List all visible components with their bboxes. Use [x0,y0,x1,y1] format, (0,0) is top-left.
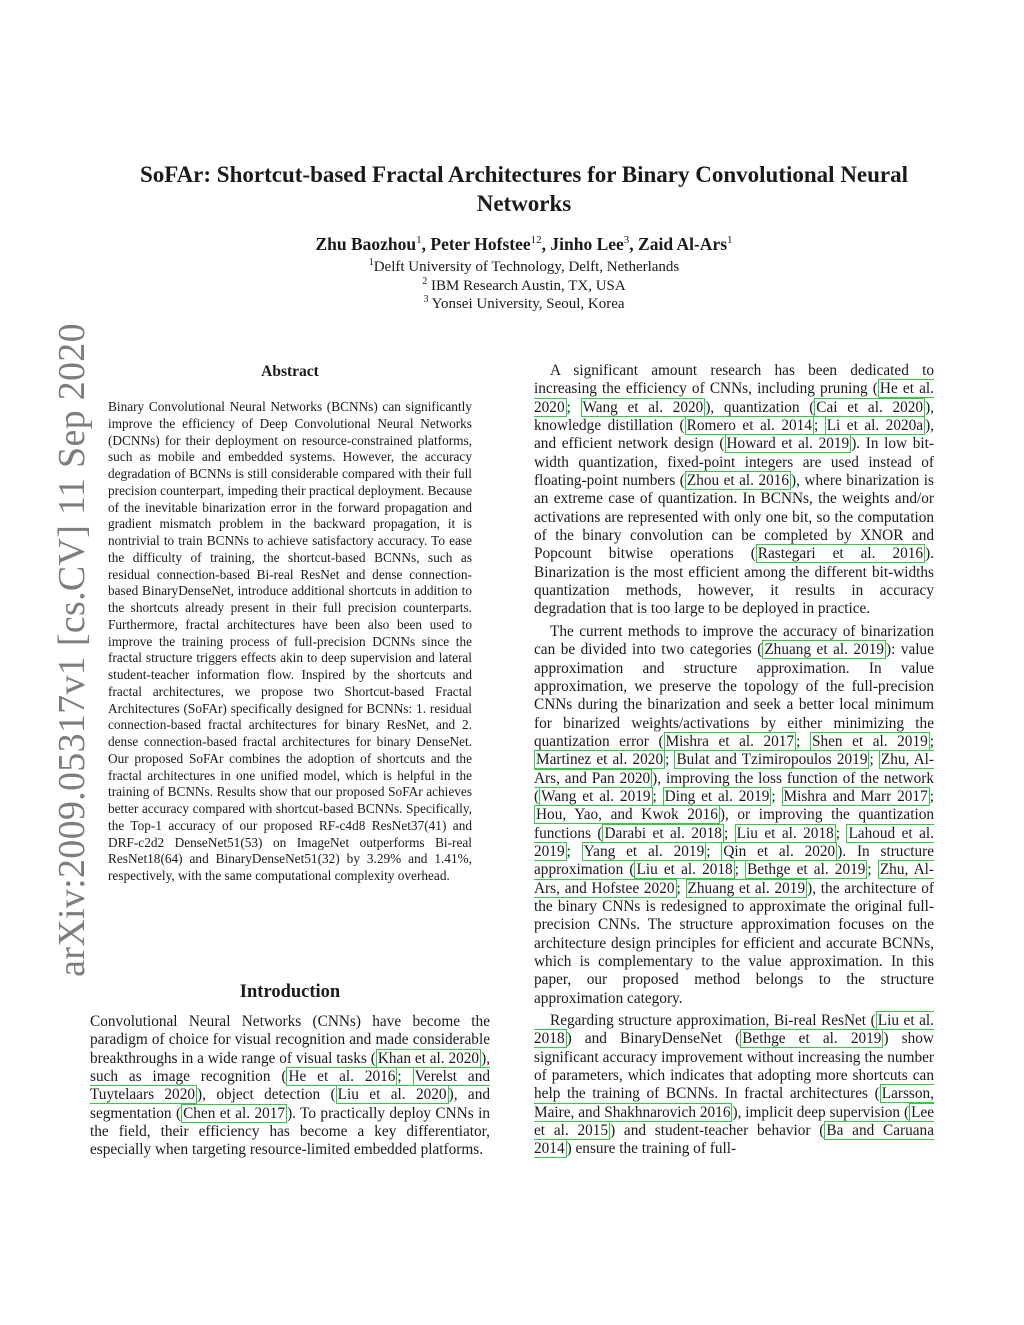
text-run: ; [796,732,810,750]
introduction-heading: Introduction [239,982,341,1002]
text-run: ), and segmentation ( [90,1086,490,1122]
citation-link[interactable]: He et al. 2020 [534,380,934,416]
citation-link[interactable]: Lahoud et al. 2019 [534,824,934,860]
text-run: ), the architecture of the binary CNNs is redesigned to approximate the original full-precision CNNs. The structure approximation focuses on the architecture design principles for efficient and accurate BCNNs, which is complementary to the value approximation. In this paper, our proposed method belongs to the structure approximation category. [534,879,934,1007]
author-name: Zaid Al-Ars [638,234,728,254]
citation-link[interactable]: Lee et al. 2015 [534,1103,934,1140]
citation-link[interactable]: Zhuang et al. 2019 [764,641,885,659]
citation-link[interactable]: Cai et al. 2020 [816,398,924,416]
text-run: ). In low bit-width quantization, fixed-point integers are used instead of floating-point numbers ( [534,435,934,490]
text-run: ; [397,1068,413,1086]
affiliation-text: Delft University of Technology, Delft, Netherlands [373,259,680,275]
text-run: ): value approximation and structure approximation. In value approximation, we preserve the topology of the full-precision CNNs during the binarization and seek a better local minimum for binarized weights/activations by either minimizing the quantization error ( [534,641,934,750]
citation-link[interactable]: Shen et al. 2019 [811,732,928,750]
text-run: ; [566,398,581,416]
affiliation-list [110,258,938,314]
author-sup: 1 [416,234,422,246]
citation-link[interactable]: Darabi et al. 2018 [604,824,722,842]
text-run: ; [869,751,879,769]
text-run: ), improving the loss function of the network ( [534,769,934,805]
paragraph [90,1013,490,1160]
citation-link[interactable]: Liu et al. 2020 [337,1086,447,1104]
citation-link[interactable]: Mishra and Marr 2017 [783,787,928,805]
introduction-body [90,1013,490,1164]
text-run: ; [734,861,746,879]
citation-link[interactable]: Larsson, Maire, and Shakhnarovich 2016 [534,1085,934,1121]
text-run: ; [652,787,663,805]
citation-link[interactable]: Mishra et al. 2017 [665,732,795,750]
text-run: ). To practically deploy CNNs in the field, their efficiency has become a key differentiator, especially when targeting resource-limited embedded platforms. [90,1104,490,1159]
affiliation [110,295,938,314]
text-run: Convolutional Neural Networks (CNNs) have become the paradigm of choice for visual recognition and made considerable breakthroughs in a wide range of visual tasks ( [90,1013,490,1067]
affiliation-text: IBM Research Austin, TX, USA [431,277,626,294]
citation-link[interactable]: Wang et al. 2020 [582,398,704,416]
citation-link[interactable]: Zhou et al. 2016 [686,472,790,490]
citation-link[interactable]: Wang et al. 2019 [541,787,651,805]
citation-link[interactable]: Qin et al. 2020 [723,842,836,860]
citation-link[interactable]: Zhu, Al-Ars, and Pan 2020 [534,751,935,787]
text-run: ) and BinaryDenseNet ( [566,1030,741,1048]
text-run: ; [665,751,675,769]
citation-link[interactable]: Romero et al. 2014 [686,417,812,435]
text-run: ) ensure the training of full- [566,1140,737,1158]
citation-link[interactable]: Li et al. 2020a [826,417,924,435]
text-run: The current methods to improve the accuracy of binarization can be divided into two categories ( [534,622,934,659]
author-name: Peter Hofstee [430,234,531,254]
right-column [534,362,934,1163]
text-run: A significant amount research has been dedicated to increasing the efficiency of CNNs, including pruning ( [534,362,934,398]
text-run: ). Binarization is the most efficient among the different bit-widths quantization methods, however, it results in accuracy degradation that is too large to be deployed in practice. [534,545,934,618]
citation-link[interactable]: Liu et al. 2018 [534,1012,934,1048]
author-sup: 3 [623,234,630,246]
affiliation-text: Yonsei University, Seoul, Korea [431,296,625,312]
text-run: ) show significant accuracy improvement without increasing the number of parameters, which indicates that adopting more shortcuts can help the training of BCNNs. In fractal architectures ( [534,1030,934,1103]
text-run: ; [771,787,782,805]
author-name: Jinho Lee [550,234,624,254]
affiliation [110,277,938,296]
citation-link[interactable]: Liu et al. 2018 [736,824,834,842]
text-run: ), where binarization is an extreme case of quantization. In BCNNs, the weights and/or activations are represented with only one bit, so the computation of the binary convolution can be completed by XNOR and Popcount bitwise operations ( [534,472,934,563]
author-sup: 1 [727,234,733,246]
paragraph [534,1012,934,1159]
paper-title: SoFAr: Shortcut-based Fractal Architectures for Binary Convolutional Neural Networks [139,162,909,216]
abstract-heading: Abstract [261,363,319,380]
affiliation-sup: 3 [423,294,429,305]
citation-link[interactable]: Khan et al. 2020 [377,1049,480,1067]
affiliation-sup: 2 [422,275,428,287]
text-run: ) and student-teacher behavior ( [610,1122,825,1140]
affiliation [110,258,938,277]
text-run: Regarding structure approximation, Bi-real ResNet ( [550,1012,876,1030]
text-run: ; [867,861,878,879]
paragraph [534,623,934,1008]
author-list: Zhu Baozhou$^1$, Peter Hofstee$^{12}$, Jinho Lee$^3$, Zaid Al-Ars$^1$ [315,234,733,254]
text-run: ; [723,824,735,842]
text-run: ), knowledge distillation ( [534,398,934,435]
citation-link[interactable]: Bethge et al. 2019 [742,1030,882,1048]
citation-link[interactable]: Zhuang et al. 2019 [687,879,806,897]
citation-link[interactable]: He et al. 2016 [288,1068,396,1086]
citation-link[interactable]: Yang et al. 2019 [583,842,705,860]
paragraph [534,362,934,619]
citation-link[interactable]: Rastegari et al. 2016 [757,545,924,563]
text-run: ), such as image recognition ( [90,1049,491,1086]
text-run: ; [929,787,934,805]
text-run: ), and efficient network design ( [534,417,934,453]
text-run: ), implicit deep supervision ( [732,1103,910,1121]
citation-link[interactable]: Bethge et al. 2019 [747,861,866,879]
citation-link[interactable]: Ding et al. 2019 [664,787,770,805]
text-run: ; [813,417,825,435]
author-name: Zhu Baozhou [315,234,417,254]
citation-link[interactable]: Bulat and Tzimiropoulos 2019 [676,751,868,769]
text-run: ; [676,879,686,897]
text-run: ; [835,824,847,842]
text-run: ; [929,732,934,750]
text-run: ), quantization ( [705,398,815,416]
citation-link[interactable]: Ba and Caruana 2014 [534,1122,934,1158]
citation-link[interactable]: Chen et al. 2017 [183,1104,286,1122]
text-run: ; [566,842,582,860]
author-sup: 12 [530,234,542,246]
citation-link[interactable]: Verelst and Tuytelaars 2020 [90,1068,491,1104]
text-run: ), object detection ( [197,1086,336,1104]
text-run: ), or improving the quantization functions ( [534,806,934,842]
text-run: ; [706,842,722,860]
citation-link[interactable]: Zhu, Al-Ars, and Hofstee 2020 [534,861,934,897]
citation-link[interactable]: Martinez et al. 2020 [536,751,664,769]
text-run: ). In structure approximation ( [534,842,935,879]
citation-link[interactable]: Liu et al. 2018 [636,861,733,879]
abstract-body: Binary Convolutional Neural Networks (BCNNs) can significantly improve the efficiency of Deep Convolutional Neural Networks (DCNNs) for their deployment on resource-constrained platforms, such as mobile and embedded systems. However, the accuracy degradation of BCNNs is still considerable compared with their full precision counterpart, impeding their practical deployment. Because of the inevitable binarization error in the forward propagation and gradient mismatch problem in the backward propagation, it is nontrivial to train BCNNs to achieve satisfactory accuracy. To ease the difficulty of training, the shortcut-based BCNNs, such as residual connection-based Bi-real ResNet and dense connection-based BinaryDenseNet, introduce additional shortcuts in addition to the shortcuts already present in their full precision counterparts. Furthermore, fractal architectures have been also been used to improve the training process of full-precision DCNNs since the fractal structure triggers effects akin to deep supervision and lateral student-teacher information flow. Inspired by the shortcuts and fractal architectures, we propose two Shortcut-based Fractal Architectures (SoFAr) specifically designed for BCNNs: 1. residual connection-based fractal architectures for binary ResNet, and 2. dense connection-based fractal architectures for binary DenseNet. Our proposed SoFAr combines the adoption of shortcuts and the fractal architectures in one unified model, which is helpful in the training of BCNNs. Results show that our proposed SoFAr achieves better accuracy compared with shortcut-based BCNNs. Specifically, the Top-1 accuracy of our proposed RF-c4d8 ResNet37(41) and DRF-c2d2 DenseNet51(53) on ImageNet outperforms Bi-real ResNet18(64) and BinaryDenseNet51(32) by 3.29% and 1.41%, respectively, with the same computational complexity overhead. [108,399,472,883]
citation-link[interactable]: Hou, Yao, and Kwok 2016 [536,806,718,824]
citation-link[interactable]: Howard et al. 2019 [726,435,850,453]
arxiv-stamp: arXiv:2009.05317v1 [cs.CV] 11 Sep 2020 [51,323,93,977]
affiliation-sup: 1 [368,257,374,268]
